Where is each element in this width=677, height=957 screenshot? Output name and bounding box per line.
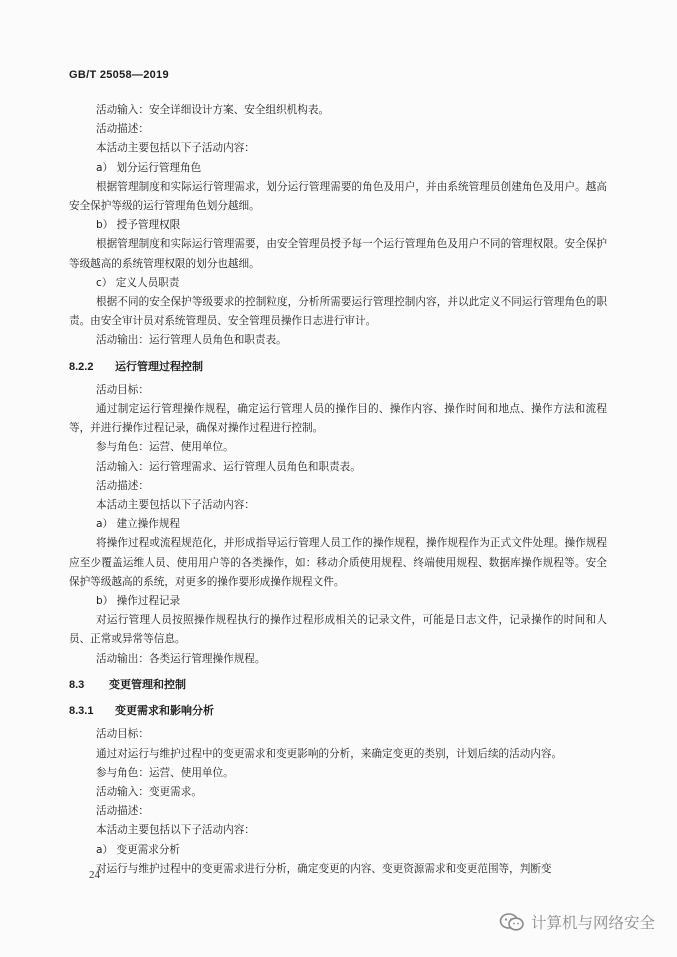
paragraph: 活动描述： <box>96 479 149 492</box>
paragraph: 活动输入：变更需求。 <box>96 785 202 798</box>
paragraph: a） 划分运行管理角色 <box>96 161 202 174</box>
paragraph: 活动目标： <box>96 728 149 741</box>
paragraph: a） 建立操作规程 <box>96 518 181 531</box>
paragraph: 本活动主要包括以下子活动内容： <box>96 824 255 837</box>
paragraph: 活动描述： <box>96 123 149 136</box>
wechat-icon <box>499 912 525 932</box>
section-heading <box>69 675 607 695</box>
body-text <box>69 101 607 879</box>
paragraph: 活动输入：安全详细设计方案、安全组织机构表。 <box>96 104 330 116</box>
paragraph: 根据管理制度和实际运行管理需要，由安全管理员授予每一个运行管理角色及用户不同的管理权限。安全保护等级越高的系统管理权限的划分也越细。 <box>69 238 607 270</box>
paragraph: 活动目标： <box>96 383 149 396</box>
paragraph: 活动输入：运行管理需求、运行管理人员角色和职责表。 <box>96 460 361 473</box>
section-title: 变更管理和控制 <box>109 677 186 691</box>
section-heading <box>69 357 607 377</box>
paragraph: b） 授予管理权限 <box>96 219 181 232</box>
paragraph: a） 变更需求分析 <box>96 843 181 856</box>
paragraph: 参与角色：运营、使用单位。 <box>96 441 234 454</box>
section-title: 运行管理过程控制 <box>115 359 203 373</box>
paragraph: 活动描述： <box>96 805 149 818</box>
paragraph: 对运行管理人员按照操作规程执行的操作过程形成相关的记录文件，可能是日志文件，记录操作的时间和人员、正常或异常等信息。 <box>69 614 607 646</box>
page-number: 24 <box>89 869 100 881</box>
section-number: 8.2.2 <box>69 360 94 373</box>
paragraph: 活动输出：各类运行管理操作规程。 <box>96 652 266 665</box>
section-number: 8.3 <box>69 678 85 691</box>
section-heading <box>69 701 607 721</box>
paragraph: 本活动主要包括以下子活动内容： <box>96 499 255 512</box>
paragraph: 本活动主要包括以下子活动内容： <box>96 142 255 155</box>
paragraph: 活动输出：运行管理人员角色和职责表。 <box>96 334 287 347</box>
paragraph: 根据不同的安全保护等级要求的控制粒度，分析所需要运行管理控制内容，并以此定义不同运行管理角色的职责。由安全审计员对系统管理员、安全管理员操作日志进行审计。 <box>69 296 607 328</box>
paragraph: 根据管理制度和实际运行管理需求，划分运行管理需要的角色及用户，并由系统管理员创建角色及用户。越高安全保护等级的运行管理角色划分越细。 <box>69 180 607 213</box>
paragraph: 通过对运行与维护过程中的变更需求和变更影响的分析，来确定变更的类别，计划后续的活动内容。 <box>96 747 563 760</box>
paragraph: b） 操作过程记录 <box>96 595 181 608</box>
paragraph: c） 定义人员职责 <box>96 276 180 289</box>
section-number: 8.3.1 <box>69 705 94 718</box>
paragraph: 对运行与维护过程中的变更需求进行分析，确定变更的内容、变更资源需求和变更范围等，判断变 <box>96 862 552 875</box>
watermark <box>499 911 655 933</box>
paragraph: 通过制定运行管理操作规程，确定运行管理人员的操作目的、操作内容、操作时间和地点、操作方法和流程等，并进行操作过程记录，确保对操作过程进行控制。 <box>69 403 607 435</box>
paragraph: 将操作过程或流程规范化，并形成指导运行管理人员工作的操作规程，操作规程作为正式文件处理。操作规程应至少覆盖运维人员、使用用户等的各类操作，如：移动介质使用规程、终端使用规程、数据库操作规程等。安全保护等级越高的系统，对更多的操作要形成操作规程文件。 <box>69 537 607 588</box>
standard-code-header: GB/T 25058—2019 <box>69 69 169 81</box>
paragraph: 参与角色：运营、使用单位。 <box>96 766 234 779</box>
watermark-text: 计算机与网络安全 <box>530 914 655 932</box>
section-title: 变更需求和影响分析 <box>115 704 214 718</box>
